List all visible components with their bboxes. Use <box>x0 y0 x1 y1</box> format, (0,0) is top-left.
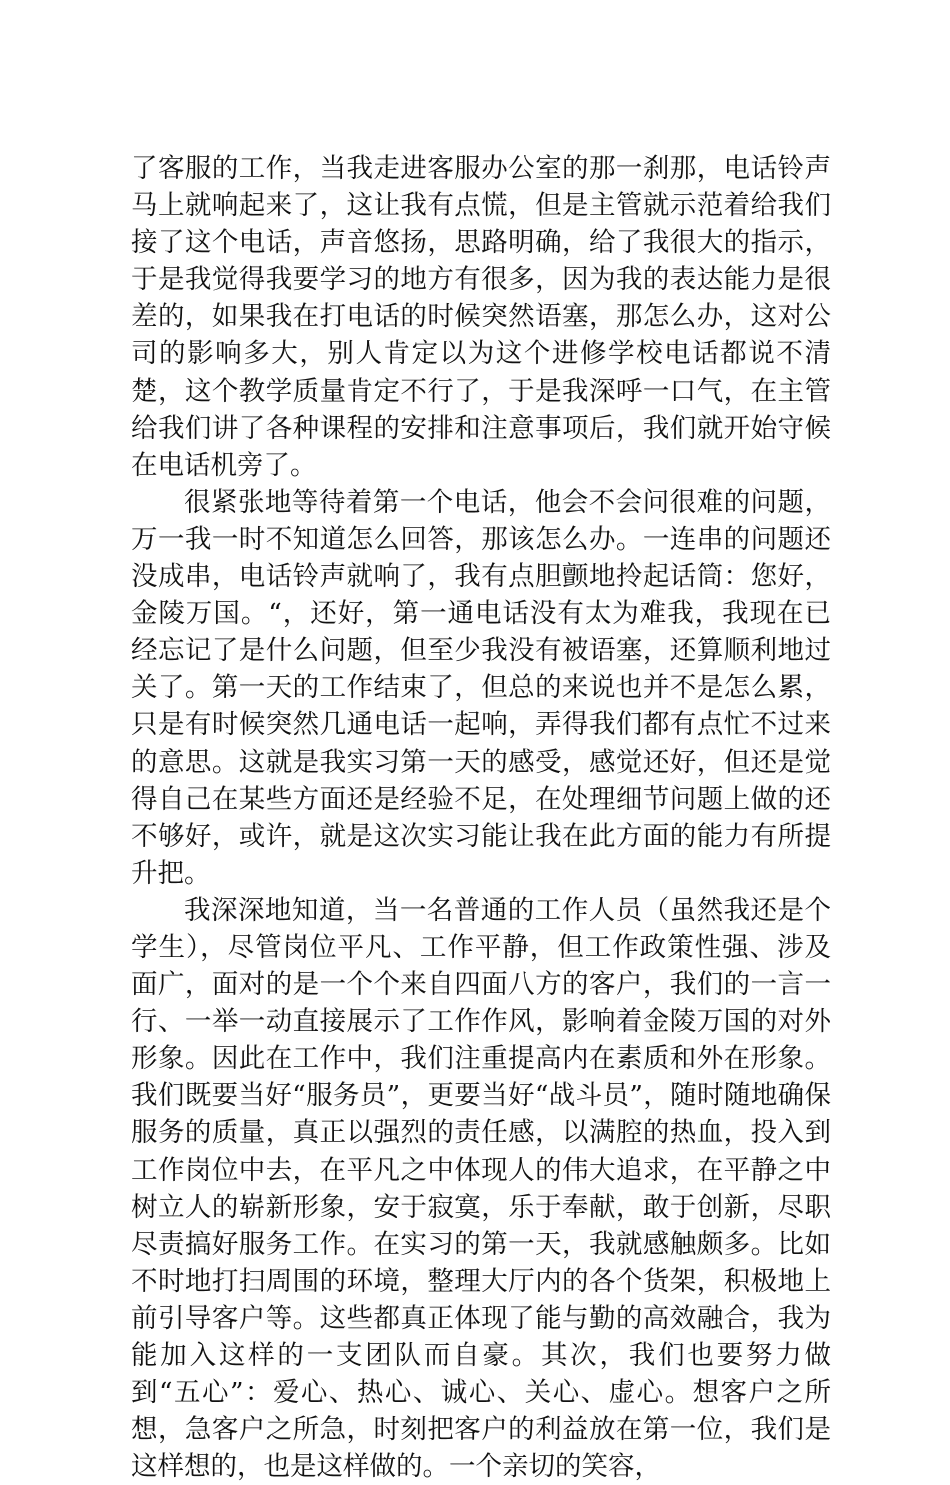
document-body <box>131 150 831 1485</box>
paragraph-3: 我深深地知道，当一名普通的工作人员（虽然我还是个学生），尽管岗位平凡、工作平静，但工作政策性强、涉及面广，面对的是一个个来自四面八方的客户，我们的一言一行、一举一动直接展示了工作作风，影响着金陵万国的对外形象。因此在工作中，我们注重提高内在素质和外在形象。我们既要当好“服务员”，更要当好“战斗员”，随时随地确保服务的质量，真正以强烈的责任感，以满腔的热血，投入到工作岗位中去，在平凡之中体现人的伟大追求，在平静之中树立人的崭新形象，安于寂寞，乐于奉献，敢于创新，尽职尽责搞好服务工作。在实习的第一天，我就感触颇多。比如不时地打扫周围的环境，整理大厅内的各个货架，积极地上前引导客户等。这些都真正体现了能与勤的高效融合，我为能加入这样的一支团队而自豪。其次，我们也要努力做到“五心”：爱心、热心、诚心、关心、虚心。想客户之所想，急客户之所急，时刻把客户的利益放在第一位，我们是这样想的，也是这样做的。一个亲切的笑容， <box>131 894 831 1483</box>
paragraph-2: 很紧张地等待着第一个电话，他会不会问很难的问题，万一我一时不知道怎么回答，那该怎么办。一连串的问题还没成串，电话铃声就响了，我有点胆颤地拎起话筒：您好，金陵万国。“，还好，第一通电话没有太为难我，我现在已经忘记了是什么问题，但至少我没有被语塞，还算顺利地过关了。第一天的工作结束了，但总的来说也并不是怎么累，只是有时候突然几通电话一起响，弄得我们都有点忙不过来的意思。这就是我实习第一天的感受，感觉还好，但还是觉得自己在某些方面还是经验不足，在处理细节问题上做的还不够好，或许，就是这次实习能让我在此方面的能力有所提升把。 <box>131 486 831 889</box>
paragraph-1: 了客服的工作，当我走进客服办公室的那一刹那，电话铃声马上就响起来了，这让我有点慌，但是主管就示范着给我们接了这个电话，声音悠扬，思路明确，给了我很大的指示，于是我觉得我要学习的地方有很多，因为我的表达能力是很差的，如果我在打电话的时候突然语塞，那怎么办，这对公司的影响多大，别人肯定以为这个进修学校电话都说不清楚，这个教学质量肯定不行了，于是我深呼一口气，在主管给我们讲了各种课程的安排和注意事项后，我们就开始守候在电话机旁了。 <box>131 153 831 481</box>
